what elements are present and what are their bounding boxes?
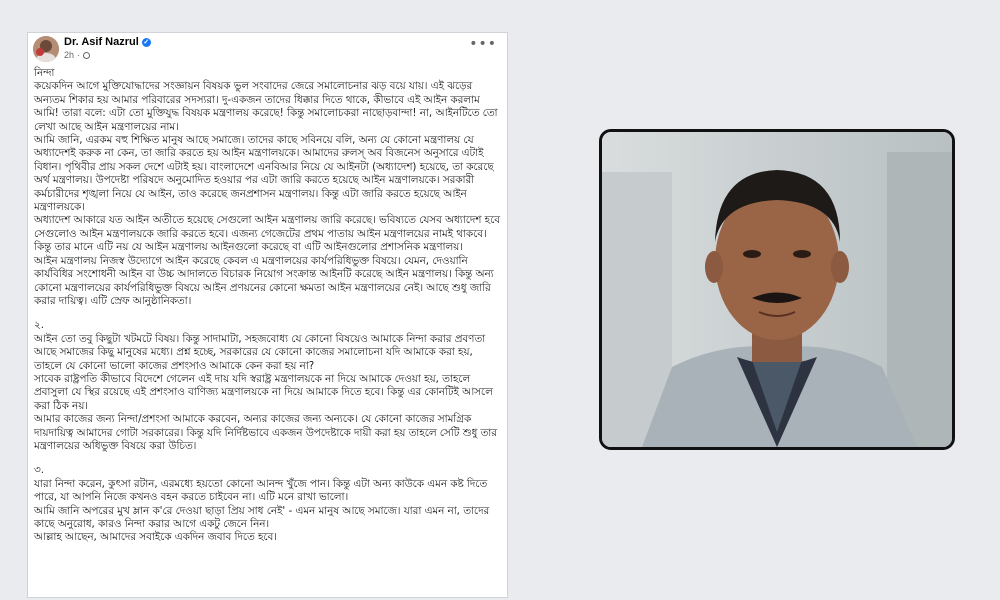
paragraph-gap: [34, 453, 501, 464]
post-time[interactable]: 2h: [64, 50, 75, 60]
post-meta: [64, 50, 90, 60]
more-options-icon[interactable]: •••: [469, 36, 497, 52]
post-paragraph: আল্লাহ আছেন, আমাদের সবাইকে একদিন জবাব দিতে হবে।: [34, 531, 277, 544]
post-paragraph: আমি জানি অপরের মুখ ম্লান ক'রে দেওয়া ছাড়া প্রিয় সাধ নেই' - এমন মানুষ আছে সমাজে। যারা এমন না, তাদের কাছে অনুরোধ, কারও নিন্দা করার আগে একটু জেনে নিন।: [34, 504, 490, 530]
post-paragraph: সাবেক রাষ্ট্রপতি কীভাবে বিদেশে গেলেন এই দায় যদি স্বরাষ্ট্র মন্ত্রণালয়কে না দিয়ে আমাকে দেওয়া হয়, তাহলে প্রবাসুলা যে স্থির রয়েছে এই প্রশংসাও বাণিজ্য মন্ত্রণালয়কে না দিয়ে আমাকে দিতে হবে। কিন্তু এর কোনটিই আসলে করা ঠিক নয়।: [34, 372, 493, 412]
facebook-post-screenshot: [27, 32, 508, 598]
section-number: ২.: [34, 319, 44, 332]
paragraph-gap: [34, 308, 501, 319]
author-avatar[interactable]: [33, 36, 59, 62]
post-paragraph: আমি জানি, এরকম বহু শিক্ষিত মানুষ আছে সমাজে। তাদের কাছে সবিনয়ে বলি, অন্য যে কোনো মন্ত্রণালয় যে অধ্যাদেশই করুক না কেন, তা জারি করতে হয় আইন মন্ত্রণালয়কে। আমাদের রুলস্ অব বিজনেস অনুসারে এটাই বিধান। পৃথিবীর প্রায় সকল দেশে এটাই হয়। বাংলাদেশে এনবিআর নিয়ে যে আইনটা (অধ্যাদেশ) হয়েছে, তা করেছে অর্থ মন্ত্রণালয়। উপদেষ্টা পরিষদে অনুমোদিত হওয়ার পর এটা জারি করতে হয়েছে আইন মন্ত্রণালয়কে। সরকারী কর্মচারীদের শৃঙ্খলা নিয়ে যে আইন, তাও করেছে জনপ্রশাসন মন্ত্রণালয়। কিন্তু এটা জারি করতে হয়েছে আইন মন্ত্রণালয়কে।: [34, 134, 494, 214]
post-header: [28, 33, 507, 65]
portrait-illustration: [602, 132, 952, 447]
post-body: [28, 65, 507, 545]
post-paragraph-title: নিন্দা: [34, 67, 55, 79]
portrait-photo: [599, 129, 955, 450]
post-paragraph: আইন মন্ত্রণালয় নিজস্ব উদ্যোগে আইন করেছে কেবল এ মন্ত্রণালয়ের কার্যপরিধিভুক্ত বিষয়ে। যেমন, দেওয়ানি কার্যবিধির সংশোধনী আইন বা উচ্চ আদালতে বিচারক নিয়োগ সংক্রান্ত আইনটি করেছে আইন মন্ত্রণালয়। কিন্তু অন্য কোনো মন্ত্রণালয়ের কার্যপরিধিভুক্ত বিষয়ে আইন প্রণয়নের কোনো ক্ষমতা আইন মন্ত্রণালয়ের নেই। আছে শুধু জারি করার দায়িত্ব। এটি স্রেফ আনুষ্ঠানিকতা।: [34, 254, 494, 307]
post-paragraph: কয়েকদিন আগে মুক্তিযোদ্ধাদের সংজ্ঞায়ন বিষয়ক ভুল সংবাদের জেরে সমালোচনার ঝড় বয়ে যায়। এই ঝড়ের অন্যতম শিকার হয় আমার পরিবারের সদস্যরা। দু-একজন তাদের ধিক্কার দিতে থাকে, কীভাবে এই আইন করলাম আমি! তারা বলে: এটা তো মুক্তিযুদ্ধ বিষয়ক মন্ত্রণালয় করেছে! কিন্তু সমালোচকরা নাছোড়বান্দা! না, আইনটিতে তো লেখা আছে আইন মন্ত্রণালয়ের নাম।: [34, 80, 498, 133]
post-paragraph: আমার কাজের জন্য নিন্দা/প্রশংসা আমাকে করবেন, অন্যর কাজের জন্য অন্যকে। যে কোনো কাজের সামগ্রিক দায়দায়িত্ব আমাদের গোটা সরকারের। কিন্তু যদি নির্দিষ্টভাবে একজন উপদেষ্টাকে দায়ী করা হয় তাহলে সেটি শুধু তার মন্ত্রণালয়ের অধিভুক্ত বিষয়ে করা উচিত।: [34, 413, 497, 452]
post-paragraph: যারা নিন্দা করেন, কুৎসা রটান, এরমধ্যে হয়তো কোনো আনন্দ খুঁজে পান। কিন্তু এটা অন্য কাউকে এমন কষ্ট দিতে পারে, যা আপনি নিজে কখনও বহন করতে চাইবেন না। এটি মনে রাখা ভালো।: [34, 477, 488, 504]
author-name[interactable]: Dr. Asif Nazrul: [64, 36, 139, 48]
meta-separator: ·: [77, 50, 81, 60]
author-name-row: [64, 36, 151, 48]
post-paragraph: আইন তো তবু কিছুটা খটমটে বিষয়। কিন্তু সাদামাটা, সহজবোধ্য যে কোনো বিষয়েও আমাকে নিন্দা করার প্রবণতা আছে সমাজের কিছু মানুষের মধ্যে। প্রশ্ন হচ্ছে, সরকারের যে কোনো কাজের সমালোচনা যদি আমাকে করা হয়, তাহলে যে কোনো ভালো কাজের প্রশংসাও আমাকে কেন করা হয় না?: [34, 332, 486, 372]
globe-icon: [83, 52, 90, 59]
verified-badge-icon: ✓: [143, 38, 150, 46]
section-number: ৩.: [34, 464, 44, 477]
post-paragraph: অধ্যাদেশ আকারে যত আইন অতীতে হয়েছে সেগুলো আইন মন্ত্রণালয় জারি করেছে। ভবিষ্যতে যেসব অধ্যাদেশ হবে সেগুলোও আইন মন্ত্রণালয়কে জারি করতে হবে। এজন্য গেজেটের প্রথম পাতায় আইন মন্ত্রণালয়ের নামই থাকবে। কিন্তু তার মানে এটি নয় যে আইন মন্ত্রণালয় আইনগুলো করেছে বা এটি আইনগুলোর প্রশাসনিক মন্ত্রণালয়।: [34, 214, 500, 254]
